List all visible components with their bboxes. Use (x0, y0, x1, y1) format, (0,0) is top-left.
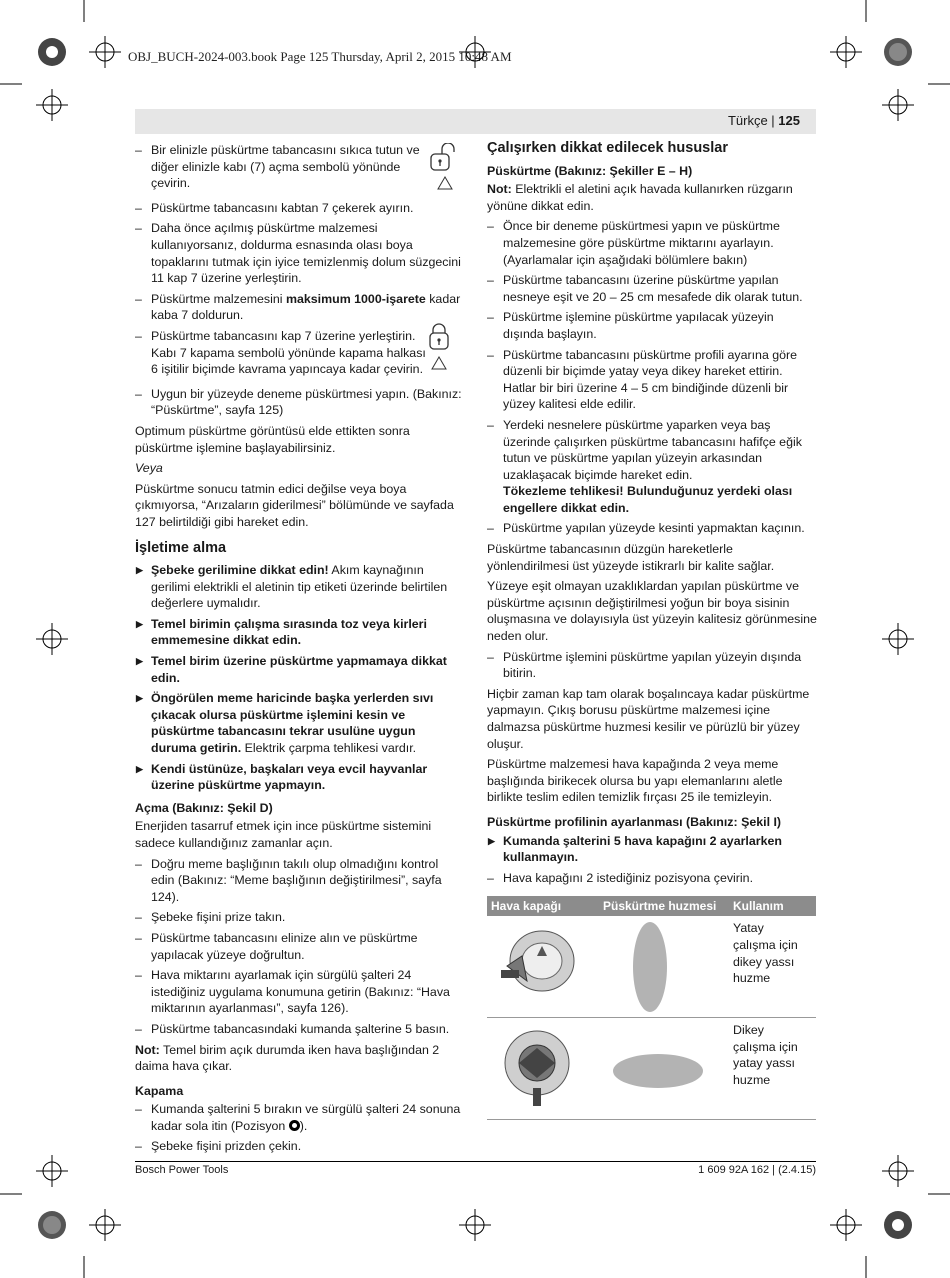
paragraph-smooth-motion: Püskürtme tabancasının düzgün hareketlerle yönlendirilmesi üst yüzeyde istikrarlı bir kalite sağlar. (487, 542, 775, 573)
warning-dust: ▶ Temel birimin çalışma sırasında toz veya kirleri emmemesine dikkat edin. (135, 616, 463, 649)
step-attach-gun: – Püskürtme tabancasını kap 7 üzerine yerleştirin. Kabı 7 kapama sembolü yönünde kapama halkası 6 işitilir biçimde kavrama yapıncaya kadar çevirin. (135, 328, 431, 378)
footer-rule (135, 1161, 816, 1162)
unlock-symbol-icon (428, 143, 464, 191)
footer-doc-number: 1 609 92A 162 | (2.4.15) (698, 1164, 816, 1176)
table-row (487, 916, 816, 1017)
paragraph-cleaning: Püskürtme malzemesi hava kapağında 2 veya meme başlığında birikecek olursa bu yapı elemanlarını aletle birlikte teslim edilen temizlik fırçası 25 ile temizleyin. (487, 757, 783, 805)
step-test-spray: – Uygun bir yüzeyde deneme püskürtmesi yapın. (Bakınız: “Püskürtme”, sayfa 125) (135, 386, 463, 419)
lock-symbol-icon (428, 323, 452, 371)
step-open-container: – Bir elinizle püskürtme tabancasını sıkıca tutun ve diğer elinizle kabı (7) açma sembolü yönünde çevirin. (135, 142, 429, 192)
paragraph-troubleshoot: Püskürtme sonucu tatmin edici değilse veya boya çıkmıyorsa, “Arızaların giderilmesi” bölümünde ve sayfada 127 belirtildiği gibi hareket edin. (135, 481, 454, 529)
footer-brand: Bosch Power Tools (135, 1164, 229, 1176)
usage-label: Dikey çalışma için yatay yassı huzme (729, 1017, 816, 1119)
page-header-band (135, 109, 816, 134)
step-release-switch: – Kumanda şalterini 5 bırakın ve sürgülü şalteri 24 sonuna kadar sola itin (Pozisyon ). (135, 1101, 463, 1134)
paragraph-or: Veya (135, 461, 163, 476)
step-start-outside: – Püskürtme işlemine püskürtme yapılacak yüzeyin dışında başlayın. (487, 309, 817, 342)
step-press-switch: – Püskürtme tabancasındaki kumanda şalterine 5 basın. (135, 1021, 463, 1038)
heading-spray-profile: Püskürtme profilinin ayarlanması (Bakınız: Şekil I) (487, 814, 782, 829)
page-number: Türkçe | 125 (727, 113, 800, 128)
paragraph-optimum: Optimum püskürtme görüntüsü elde ettikten sonra püskürtme işlemine başlayabilirsiniz. (135, 423, 410, 455)
col-usage: Kullanım (729, 896, 816, 916)
step-finish-outside: – Püskürtme işlemini püskürtme yapılan yüzeyin dışında bitirin. (487, 649, 817, 682)
note-wind: Not: Elektrikli el aletini açık havada kullanırken rüzgarın yönüne dikkat edin. (487, 182, 793, 213)
step-air-amount: – Hava miktarını ayarlamak için sürgülü şalteri 24 istediğiniz uygulama konumuna getirin (Bakınız: “Hava miktarının ayarlanması”, sayfa 126). (135, 967, 463, 1017)
heading-switch-off: Kapama (135, 1083, 184, 1098)
left-column (135, 142, 463, 1159)
heading-spraying: Püskürtme (Bakınız: Şekiller E – H) (487, 163, 693, 178)
print-header: OBJ_BUCH-2024-003.book Page 125 Thursday, April 2, 2015 10:48 AM (128, 49, 512, 64)
paragraph-uneven-distance: Yüzeye eşit olmayan uzaklıklardan yapılan püskürtme ve püskürtme açısının değiştirilmesi yoğun bir boya sisinin oluşmasına ve dolayısıyla üst yüzeyin kalitesiz görünmesine neden olur. (487, 579, 817, 644)
warning-leak: ▶ Öngörülen meme haricinde başka yerlerden sıvı çıkacak olursa püskürtme işlemini kesin ve püskürtme tabancasını tekrar usulüne uygun duruma getirin. Elektrik çarpma tehlikesi vardır. (135, 690, 463, 756)
air-cap-horizontal-image (487, 1018, 587, 1114)
air-cap-vertical-image (487, 916, 587, 1012)
step-avoid-interruption: – Püskürtme yapılan yüzeyde kesinti yapmaktan kaçının. (487, 520, 817, 537)
note-air: Not: Temel birim açık durumda iken hava başlığından 2 daima hava çıkar. (135, 1042, 440, 1074)
step-floor-objects: – Yerdeki nesnelere püskürtme yaparken veya baş üzerinde çalışırken püskürtme tabancasını hafifçe eğik tutun ve püskürtme yapılan yüzeyin arkasından uzaklaşacak biçimde hareket edin. Tökezleme tehlikesi! Bulunduğunuz yerdeki olası engellere dikkat edin. (487, 417, 817, 517)
step-unplug: – Şebeke fişini prizden çekin. (135, 1138, 463, 1155)
position-off-icon (289, 1120, 300, 1131)
heading-working-advice: Çalışırken dikkat edilecek hususlar (487, 140, 728, 156)
warning-voltage: ▶ Şebeke gerilimine dikkat edin! Akım kaynağının gerilimi elektrikli el aletinin tip etiketi üzerinde belirtilen değerlere uymalıdır. (135, 562, 463, 612)
warning-switch-profile: ▶ Kumanda şalterini 5 hava kapağını 2 ayarlarken kullanmayın. (487, 833, 817, 866)
heading-operation: İşletime alma (135, 540, 227, 557)
step-trial-spray: – Önce bir deneme püskürtmesi yapın ve püskürtme malzemesine göre püskürtme miktarını ayarlayın. (Ayarlamalar için aşağıdaki bölümlere bakın) (487, 218, 817, 268)
col-air-cap: Hava kapağı (487, 896, 599, 916)
step-move-evenly: – Püskürtme tabancasını püskürtme profili ayarına göre düzenli bir biçimde yatay veya dikey hareket ettirin. Hatlar bir biri üzerine 4 – 5 cm bindiğinde düzenli bir yüzey kalitesi elde edilir. (487, 347, 817, 413)
right-column (487, 140, 817, 1120)
step-remove-gun: – Püskürtme tabancasını kabtan 7 çekerek ayırın. (135, 200, 463, 217)
spray-pattern-horizontal (613, 1054, 703, 1088)
heading-switch-on: Açma (Bakınız: Şekil D) (135, 800, 273, 815)
step-plug-in: – Şebeke fişini prize takın. (135, 909, 463, 926)
warning-people: ▶ Kendi üstünüze, başkaları veya evcil hayvanlar üzerine püskürtme yapmayın. (135, 761, 463, 794)
paragraph-energy: Enerjiden tasarruf etmek için ince püskürtme sistemini sadece kullandığınız zamanlar açın. (135, 819, 432, 850)
step-aim: – Püskürtme tabancasını elinize alın ve püskürtme yapılacak yüzeye doğrultun. (135, 930, 463, 963)
usage-label: Yatay çalışma için dikey yassı huzme (729, 916, 816, 1017)
step-hold-distance: – Püskürtme tabancasını üzerine püskürtme yapılan nesneye eşit ve 20 – 25 cm mesafede dik olarak tutun. (487, 272, 817, 305)
spray-pattern-vertical (633, 922, 667, 1012)
spray-profile-table (487, 896, 816, 1119)
step-filter: – Daha önce açılmış püskürtme malzemesi kullanıyorsanız, doldurma esnasında olası boya topaklarını tutmak için iyice temizlenmiş dolum süzgecini 11 kap 7 üzerine yerleştirin. (135, 220, 463, 286)
step-check-nozzle: – Doğru meme başlığının takılı olup olmadığını kontrol edin (Bakınız: “Meme başlığının değiştirilmesi”, sayfa 124). (135, 856, 463, 906)
col-spray-jet: Püskürtme huzmesi (599, 896, 729, 916)
warning-no-spray-unit: ▶ Temel birim üzerine püskürtme yapmamaya dikkat edin. (135, 653, 463, 686)
paragraph-never-empty: Hiçbir zaman kap tam olarak boşalıncaya kadar püskürtme yapmayın. Çıkış borusu püskürtme malzemesi içine dalmazsa püskürtme huzmesi kesilir ve pürüzlü bir yüzey oluşur. (487, 686, 810, 751)
step-fill: – Püskürtme malzemesini maksimum 1000-işarete kadar kaba 7 doldurun. (135, 291, 463, 324)
table-row (487, 1017, 816, 1119)
step-turn-air-cap: – Hava kapağını 2 istediğiniz pozisyona çevirin. (487, 870, 817, 887)
